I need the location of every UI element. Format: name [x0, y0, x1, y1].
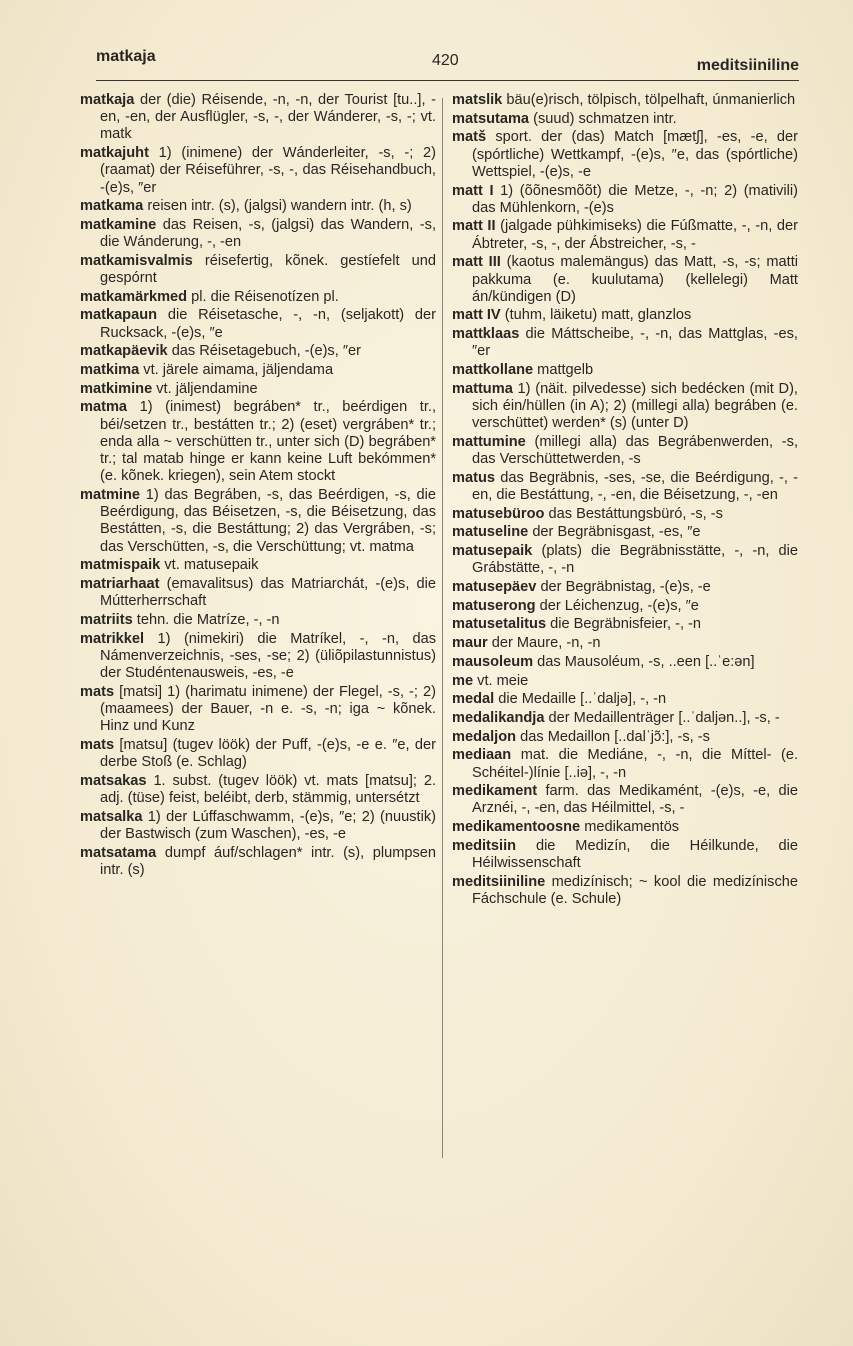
entry-headword: medikament — [452, 783, 538, 800]
dictionary-entry — [80, 399, 436, 485]
dictionary-entry — [80, 576, 436, 610]
entry-headword: matsakas — [80, 772, 147, 789]
entry-definition: die Medaille [..ˈdaljə], -, -n — [498, 691, 667, 708]
entry-definition: (jalgade pühkimiseks) die Fúßmatte, -, -n, der Ábtreter, -s, -, der Ábstreicher, -s, - — [472, 218, 798, 252]
entry-definition: der (die) Réisende, -n, -n, der Tourist [tu..], -en, -en, der Ausflügler, -s, -, der Wánderer, -s, -; vt. matk — [100, 92, 436, 143]
entry-definition: [matsi] 1) (harimatu inimene) der Flegel, -s, -; 2) (maamees) der Bauer, -n e. -s, -n; iga ~ kõnek. Hinz und Kunz — [100, 683, 436, 735]
entry-definition: das Begräbnis, -ses, -se, die Beérdigung, -, -en, die Bestáttung, -, -en, die Béisetzung, -, -en — [472, 469, 798, 503]
dictionary-entry — [80, 773, 436, 807]
entry-definition: medikamentös — [584, 819, 680, 836]
entry-headword: matkajuht — [80, 145, 149, 162]
dictionary-entry — [452, 524, 798, 541]
entry-definition: (emavalitsus) das Matriarchát, -(e)s, die Mútterherrschaft — [100, 575, 436, 610]
entry-headword: me — [452, 672, 474, 689]
entry-headword: medal — [452, 691, 495, 708]
column-divider — [442, 98, 443, 1158]
entry-definition: der Begräbnisgast, -es, ″e — [532, 524, 701, 541]
entry-definition: farm. das Medikamént, -(e)s, -e, die Arznéi, -, -en, das Héilmittel, -s, - — [472, 783, 798, 817]
entry-definition: der Begräbnistag, -(e)s, -e — [540, 578, 711, 595]
entry-definition: das Reisen, -s, (jalgsi) das Wandern, -s, die Wánderung, -, -en — [100, 216, 437, 251]
page-number: 420 — [432, 52, 459, 69]
dictionary-entry — [80, 381, 436, 398]
entry-definition: dumpf áuf/schlagen* intr. (s), plumpsen intr. (s) — [100, 844, 436, 878]
dictionary-entry — [452, 616, 798, 633]
dictionary-entry — [452, 635, 798, 652]
dictionary-entry — [80, 362, 436, 379]
entry-definition: der Medaillenträger [..ˈdaljən..], -s, - — [548, 709, 780, 726]
entry-headword: matrikkel — [80, 630, 145, 647]
entry-definition: bäu(e)risch, tölpisch, tölpelhaft, únmanierlich — [506, 92, 796, 108]
entry-headword: mattumine — [452, 433, 526, 450]
entry-definition: mat. die Mediáne, -, -n, die Míttel- (e. Schéitel-)línie [..iə], -, -n — [472, 747, 799, 781]
dictionary-entry — [452, 381, 798, 433]
entry-headword: matmine — [80, 486, 141, 503]
entry-definition: die Begräbnisfeier, -, -n — [550, 616, 702, 633]
dictionary-entry — [80, 92, 436, 144]
running-head-left: matkaja — [96, 48, 156, 65]
entry-headword: matuserong — [452, 597, 536, 614]
entry-headword: matma — [80, 399, 128, 416]
entry-definition: die Máttscheibe, -, -n, das Mattglas, -es, ″er — [472, 326, 798, 360]
entry-headword: medaljon — [452, 728, 517, 745]
entry-definition: vt. matusepaik — [164, 557, 259, 574]
entry-headword: matkama — [80, 198, 144, 215]
dictionary-entry — [452, 434, 798, 468]
entry-definition: [matsu] (tugev löök) der Puff, -(e)s, -e e. ″e, der derbe Stoß (e. Schlag) — [100, 736, 436, 771]
entry-headword: matt II — [452, 218, 496, 235]
entry-definition: das Medaillon [..dalˈjɔ̃:], -s, -s — [520, 728, 710, 745]
entry-definition: das Bestáttungsbüró, -s, -s — [548, 505, 723, 522]
entry-definition: medizínisch; ~ kool die medizínische Fáchschule (e. Schule) — [472, 873, 798, 907]
dictionary-entry — [452, 710, 798, 727]
entry-headword: mediaan — [452, 747, 512, 764]
page-header — [96, 44, 799, 81]
dictionary-entry — [452, 598, 798, 615]
entry-definition: vt. järele aimama, jäljendama — [143, 362, 334, 379]
entry-definition: (plats) die Begräbnisstätte, -, -n, die Grábstätte, -, -n — [472, 543, 798, 577]
dictionary-entry — [452, 654, 798, 671]
entry-definition: der Léichenzug, -(e)s, ″e — [539, 597, 699, 614]
entry-definition: (kaotus malemängus) das Matt, -s, -s; matti pakkuma (e. kuulutama) (kellelegi) Matt án/kündigen (D) — [472, 254, 799, 305]
entry-headword: matt I — [452, 182, 494, 199]
entry-headword: matusepäev — [452, 578, 537, 595]
entry-definition: mattgelb — [537, 362, 594, 379]
entry-headword: matt IV — [452, 307, 501, 324]
dictionary-entry — [452, 111, 798, 128]
entry-headword: matkapäevik — [80, 343, 168, 360]
entry-headword: matmispaik — [80, 557, 161, 574]
entry-headword: matus — [452, 469, 495, 486]
entry-definition: 1) (õõnesmõõt) die Metze, -, -n; 2) (mativili) das Mühlenkorn, -(e)s — [472, 182, 799, 216]
dictionary-entry — [80, 145, 436, 197]
dictionary-entry — [80, 845, 436, 879]
entry-headword: mausoleum — [452, 653, 534, 670]
entry-headword: matsalka — [80, 808, 143, 825]
entry-definition: das Réisetagebuch, -(e)s, ″er — [171, 343, 361, 360]
entry-definition: (suud) schmatzen intr. — [533, 110, 677, 127]
dictionary-entry — [452, 747, 798, 781]
entry-headword: matkamine — [80, 216, 157, 233]
entry-definition: reisen intr. (s), (jalgsi) wandern intr. (h, s) — [147, 198, 412, 215]
dictionary-entry — [452, 129, 798, 181]
dictionary-entry — [80, 684, 436, 736]
entry-headword: matš — [452, 129, 487, 146]
dictionary-entry — [80, 217, 436, 251]
entry-definition: die Medizín, die Héilkunde, die Héilwissenschaft — [472, 837, 798, 872]
dictionary-entry — [452, 470, 798, 504]
dictionary-entry — [80, 737, 436, 771]
entry-definition: tehn. die Matríze, -, -n — [136, 611, 280, 628]
entry-headword: matslik — [452, 92, 503, 108]
entry-definition: der Maure, -n, -n — [491, 635, 601, 652]
entry-headword: matusebüroo — [452, 505, 545, 522]
dictionary-entry — [80, 307, 436, 341]
dictionary-entry — [452, 506, 798, 523]
entry-definition: 1. subst. (tugev löök) vt. mats [matsu]; 2. adj. (tüse) feist, beléibt, derb, stämmig, untersétzt — [100, 772, 436, 806]
entry-headword: medikamentoosne — [452, 819, 581, 836]
entry-definition: sport. der (das) Match [mætʃ], -es, -e, der (spórtliche) Wettkampf, -(e)s, ″e, das (spórtliche) Wettspiel, -(e)s, -e — [472, 129, 798, 180]
entry-headword: matsutama — [452, 110, 530, 127]
entry-definition: 1) das Begráben, -s, das Beérdigen, -s, die Beérdigung, das Béisetzen, -s, die Béisetzung, das Bestátten, -s, die Bestáttung; 2) das Vergráben, -s; das Verschütten, -s, die Verschüttung; vt. matma — [100, 486, 436, 555]
dictionary-entry — [452, 254, 798, 306]
dictionary-entry — [452, 838, 798, 872]
dictionary-entry — [452, 218, 798, 252]
entry-definition: (tuhm, läiketu) matt, glanzlos — [504, 307, 692, 324]
dictionary-entry — [452, 183, 798, 217]
entry-headword: matkamisvalmis — [80, 252, 193, 269]
dictionary-entry — [80, 343, 436, 360]
entry-headword: mats — [80, 683, 115, 700]
dictionary-entry — [452, 543, 798, 577]
entry-definition: 1) (inimene) der Wánderleiter, -s, -; 2) (raamat) der Réiseführer, -s, -, das Réisehandbuch, -(e)s, ″er — [100, 145, 436, 196]
dictionary-entry — [452, 783, 798, 817]
entry-headword: matkaja — [80, 92, 135, 108]
entry-headword: meditsiin — [452, 837, 517, 854]
dictionary-entry — [452, 691, 798, 708]
entry-definition: das Mausoléum, -s, ..een [..ˈe:ən] — [537, 653, 755, 670]
dictionary-entry — [452, 579, 798, 596]
dictionary-entry — [452, 729, 798, 746]
entry-definition: vt. meie — [477, 672, 529, 689]
entry-headword: medalikandja — [452, 709, 545, 726]
dictionary-entry — [80, 612, 436, 629]
running-head-right: meditsiiniline — [696, 57, 799, 74]
dictionary-entry — [452, 362, 798, 379]
dictionary-entry — [80, 809, 436, 843]
dictionary-entry — [80, 198, 436, 215]
entry-headword: maur — [452, 635, 488, 652]
entry-headword: matuseline — [452, 524, 529, 541]
entry-headword: matriits — [80, 611, 133, 628]
entry-headword: mattkollane — [452, 362, 534, 379]
dictionary-entry — [452, 92, 798, 109]
entry-definition: (millegi alla) das Begrábenwerden, -s, das Verschüttetwerden, -s — [472, 433, 799, 468]
dictionary-entry — [452, 307, 798, 324]
entry-definition: 1) (inimest) begráben* tr., beérdigen tr., béi/setzen tr., bestátten tr.; 2) (eset) vergráben* tr.; enda alla ~ verschütten tr., unter sich (D) begráben* tr.; tal matab hinge er kann keine Luft bekómmen* (e. kõnek. kriegen), sein Atem stockt — [100, 399, 436, 485]
entry-headword: meditsiiniline — [452, 873, 546, 890]
dictionary-entry — [80, 557, 436, 574]
left-column — [80, 92, 436, 880]
entry-headword: mattuma — [452, 380, 513, 397]
right-column — [452, 92, 798, 910]
dictionary-entry — [80, 289, 436, 306]
entry-definition: 1) der Lúffaschwamm, -(e)s, ″e; 2) (nuustik) der Bastwisch (zum Waschen), -es, -e — [100, 808, 436, 842]
entry-headword: mats — [80, 736, 115, 753]
entry-headword: matriarhaat — [80, 575, 160, 592]
entry-definition: die Réisetasche, -, -n, (seljakott) der Rucksack, -(e)s, ″e — [100, 307, 437, 341]
entry-headword: matusepaik — [452, 543, 533, 560]
entry-headword: mattklaas — [452, 326, 520, 343]
dictionary-entry — [80, 253, 436, 287]
entry-headword: matusetalitus — [452, 616, 547, 633]
dictionary-entry — [80, 631, 436, 683]
entry-definition: 1) (näit. pilvedesse) sich bedécken (mit D), sich éin/hüllen (in A); 2) (millegi alla) begráben (e. verschüttet) werden* (s) (unter D) — [472, 380, 798, 432]
entry-definition: vt. jäljendamine — [156, 380, 258, 397]
dictionary-entry — [452, 819, 798, 836]
entry-headword: matkima — [80, 362, 140, 379]
entry-definition: pl. die Réisenotízen pl. — [191, 288, 339, 305]
dictionary-entry — [80, 487, 436, 556]
entry-definition: 1) (nimekiri) die Matríkel, -, -n, das Námenverzeichnis, -ses, -se; 2) (üliõpilastunnistus) der Studéntenausweis, -es, -e — [100, 630, 436, 681]
dictionary-entry — [452, 874, 798, 908]
entry-headword: matkapaun — [80, 307, 158, 324]
entry-headword: matkimine — [80, 380, 153, 397]
entry-headword: matt III — [452, 254, 501, 271]
entry-headword: matkamärkmed — [80, 288, 188, 305]
entry-definition: réisefertig, kõnek. gestíefelt und gespórnt — [100, 252, 436, 287]
entry-headword: matsatama — [80, 844, 157, 861]
dictionary-entry — [452, 326, 798, 360]
dictionary-entry — [452, 673, 798, 690]
